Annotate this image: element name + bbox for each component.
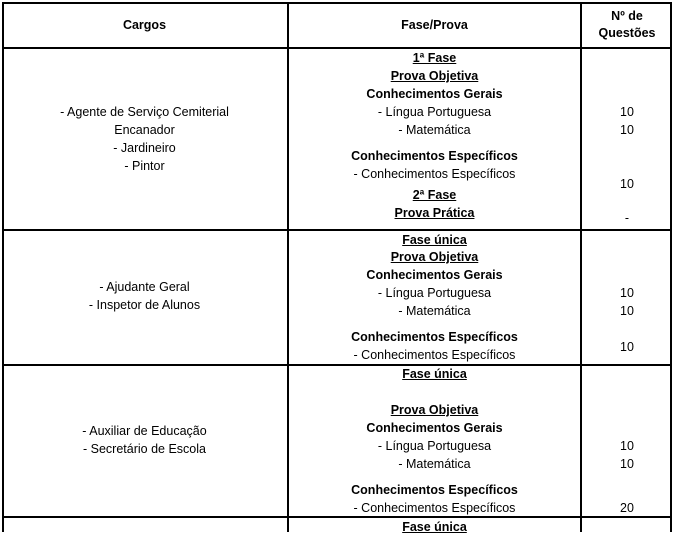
section-label: Conhecimentos Específicos: [351, 149, 518, 163]
header-num-questoes-1: Nº de: [611, 9, 643, 23]
questoes-value: 10: [620, 286, 634, 300]
header-cargos: Cargos: [122, 18, 167, 32]
questoes-value: 10: [620, 439, 634, 453]
questoes-value: 10: [620, 177, 634, 191]
questoes-value: 10: [620, 105, 634, 119]
cargo-item: - Secretário de Escola: [83, 442, 206, 456]
fase-label: 2ª Fase: [412, 188, 457, 202]
subject-item: - Conhecimentos Específicos: [353, 167, 516, 181]
fase-label: Fase única: [402, 233, 467, 247]
section-label: Conhecimentos Gerais: [366, 87, 503, 101]
cargo-item: - Jardineiro: [113, 141, 176, 155]
questoes-value: 10: [620, 123, 634, 137]
prova-label: Prova Objetiva: [390, 403, 479, 417]
section-label: Conhecimentos Específicos: [351, 330, 518, 344]
prova-label: Prova Prática: [394, 206, 475, 220]
subject-item: - Matemática: [398, 304, 471, 318]
subject-item: - Matemática: [398, 123, 471, 137]
fase-label-partial: Fase única: [402, 520, 467, 534]
prova-label: Prova Objetiva: [390, 69, 479, 83]
cargo-item: - Agente de Serviço Cemiterial: [60, 105, 229, 119]
fase-label: 1ª Fase: [412, 51, 457, 65]
questoes-value: 10: [620, 340, 634, 354]
section-label: Conhecimentos Específicos: [351, 483, 518, 497]
section-label: Conhecimentos Gerais: [366, 268, 503, 282]
cargo-item: - Pintor: [124, 159, 165, 173]
exam-table: [2, 2, 672, 532]
subject-item: - Conhecimentos Específicos: [353, 501, 516, 515]
section-label: Conhecimentos Gerais: [366, 421, 503, 435]
fase-label: Fase única: [402, 367, 467, 381]
questoes-value: 20: [620, 501, 634, 515]
subject-item: - Língua Portuguesa: [377, 105, 492, 119]
questoes-value: 10: [620, 457, 634, 471]
subject-item: - Matemática: [398, 457, 471, 471]
cargo-item: - Ajudante Geral: [99, 280, 190, 294]
subject-item: - Conhecimentos Específicos: [353, 348, 516, 362]
questoes-value: -: [624, 211, 630, 225]
subject-item: - Língua Portuguesa: [377, 286, 492, 300]
cargo-item: Encanador: [114, 123, 175, 137]
prova-label: Prova Objetiva: [390, 250, 479, 264]
questoes-value: 10: [620, 304, 634, 318]
cargo-item: - Auxiliar de Educação: [82, 424, 207, 438]
header-fase-prova: Fase/Prova: [401, 18, 468, 32]
table-rule-top: [2, 2, 672, 4]
subject-item: - Língua Portuguesa: [377, 439, 492, 453]
header-num-questoes-2: Questões: [598, 26, 656, 40]
cargo-item: - Inspetor de Alunos: [88, 298, 201, 312]
